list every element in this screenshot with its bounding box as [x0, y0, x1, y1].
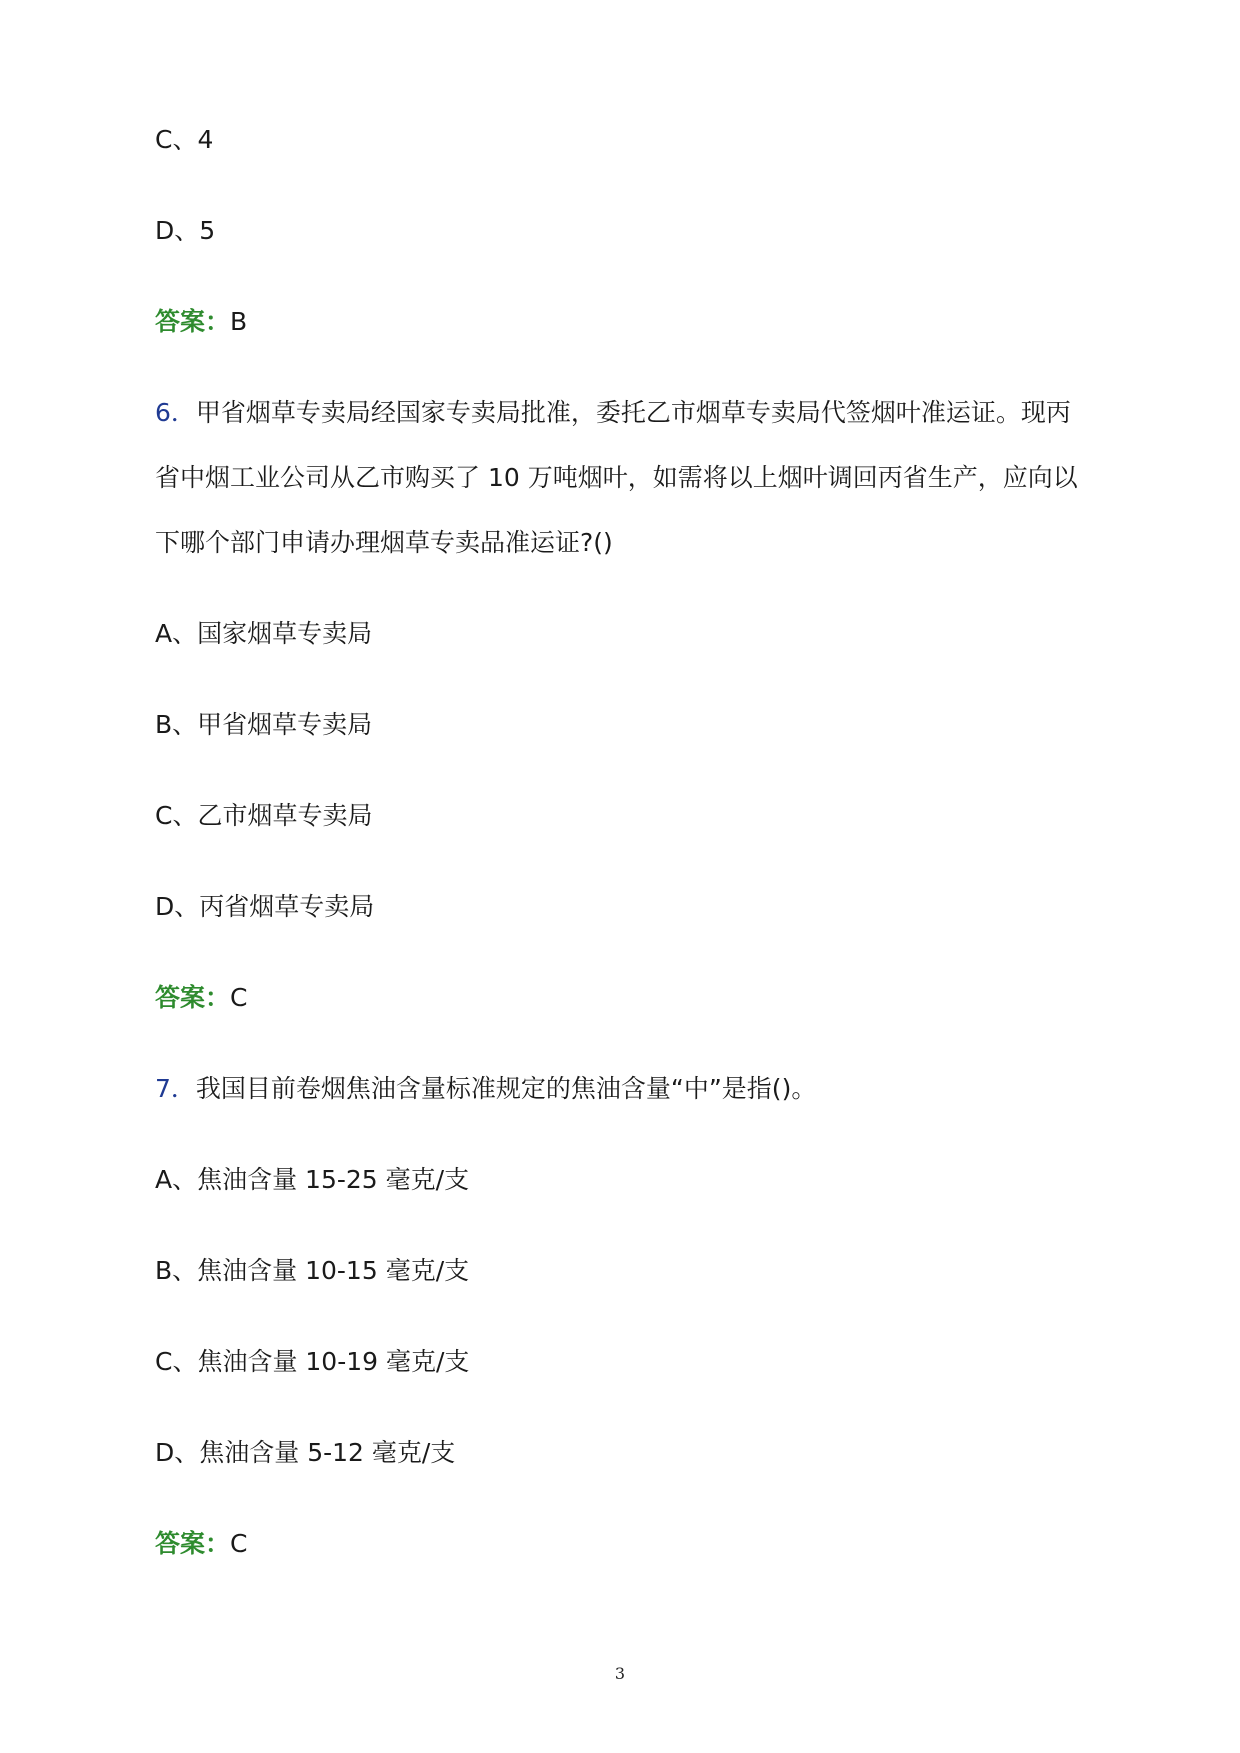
q6-answer-label: 答案： [155, 983, 231, 1012]
q7-stem-text-1: 我国目前卷烟焦油含量标准规定的焦油含量“中”是指()。 [195, 1074, 817, 1103]
q7-option-b: B、焦油含量 10-15 毫克/支 [155, 1256, 470, 1285]
q7-option-c: C、焦油含量 10-19 毫克/支 [155, 1347, 470, 1376]
q6-option-b: B、甲省烟草专卖局 [155, 710, 373, 739]
q7-answer [155, 1527, 247, 1561]
q6-stem-line-3: 下哪个部门申请办理烟草专卖品准运证?() [155, 528, 613, 557]
page-number: 3 [614, 1664, 626, 1683]
q5-answer-value: B [230, 307, 248, 336]
q7-answer-label: 答案： [155, 1529, 231, 1558]
q6-stem-line-2: 省中烟工业公司从乙市购买了 10 万吨烟叶，如需将以上烟叶调回丙省生产，应向以 [155, 463, 1078, 492]
q6-stem-line-1 [155, 396, 1071, 430]
q7-stem-line-1 [155, 1072, 816, 1106]
q6-number: 6． [155, 398, 196, 427]
q5-answer-label: 答案： [155, 307, 231, 336]
q5-answer [155, 305, 247, 339]
q6-option-c: C、乙市烟草专卖局 [155, 801, 373, 830]
q7-number: 7． [155, 1074, 196, 1103]
q6-answer [155, 981, 247, 1015]
q7-option-d: D、焦油含量 5-12 毫克/支 [155, 1438, 456, 1467]
q7-answer-value: C [230, 1529, 248, 1558]
q6-option-d: D、丙省烟草专卖局 [155, 892, 375, 921]
q5-option-c: C、4 [155, 125, 214, 154]
q6-answer-value: C [230, 983, 248, 1012]
q6-option-a: A、国家烟草专卖局 [155, 619, 373, 648]
q6-stem-text-1: 甲省烟草专卖局经国家专卖局批准，委托乙市烟草专卖局代签烟叶准运证。现丙 [195, 398, 1071, 427]
q5-option-d: D、5 [155, 216, 216, 245]
q7-option-a: A、焦油含量 15-25 毫克/支 [155, 1165, 470, 1194]
